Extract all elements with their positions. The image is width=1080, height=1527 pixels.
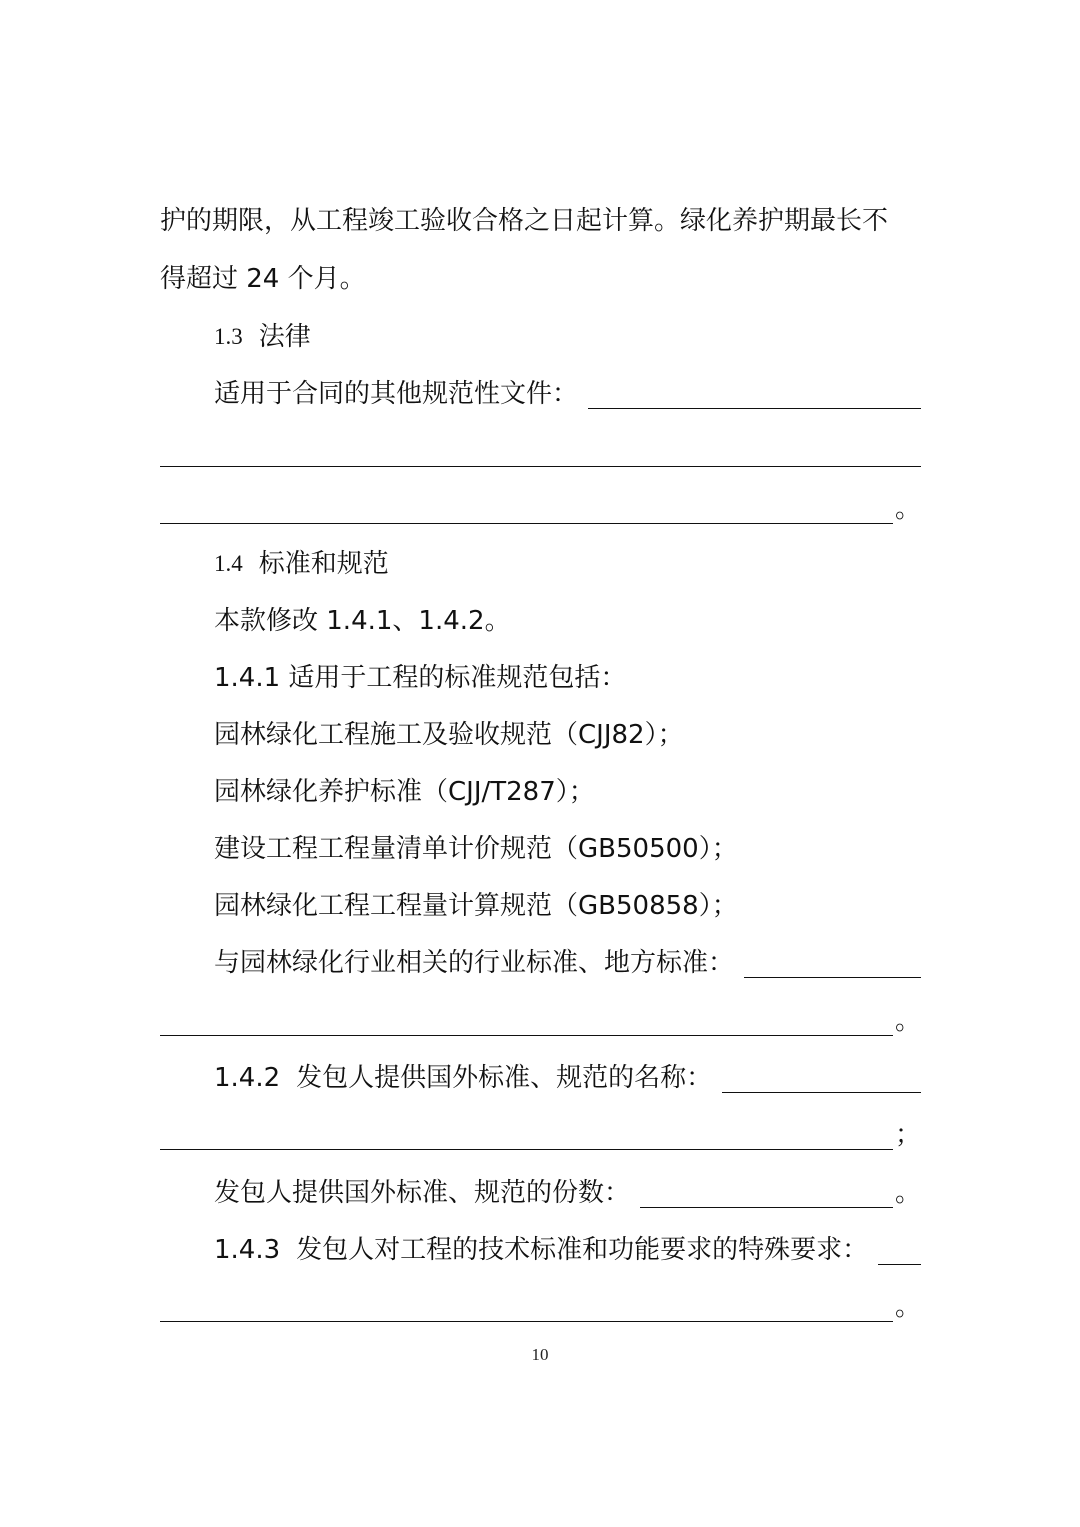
- section-title: 标准和规范: [258, 549, 389, 579]
- fill-in-blank[interactable]: [744, 941, 921, 978]
- standard-item: 建设工程工程量清单计价规范（GB50500）；: [214, 834, 738, 864]
- fill-in-blank[interactable]: [160, 999, 893, 1036]
- field-label: 发包人对工程的技术标准和功能要求的特殊要求：: [296, 1235, 869, 1265]
- fill-in-blank[interactable]: [722, 1056, 921, 1093]
- standard-item: 园林绿化工程工程量计算规范（GB50858）；: [214, 891, 738, 921]
- standard-item: 园林绿化工程施工及验收规范（CJJ82）；: [214, 720, 684, 750]
- section-number: 1.3: [214, 324, 243, 349]
- field-label: 发包人提供国外标准、规范的名称：: [296, 1063, 713, 1093]
- end-punctuation: 。: [894, 1006, 921, 1036]
- clause-number: 1.4.2: [214, 1063, 281, 1093]
- fill-in-blank[interactable]: [160, 430, 921, 467]
- text-line: [214, 1047, 921, 1095]
- text-line: [160, 478, 921, 526]
- fill-in-blank[interactable]: [160, 1113, 893, 1150]
- fill-in-blank[interactable]: [588, 372, 921, 409]
- page-number: 10: [531, 1345, 549, 1364]
- paragraph-text: 得超过 24 个月。: [160, 264, 366, 294]
- field-label: 适用于合同的其他规范性文件：: [214, 379, 579, 409]
- clause-number: 1.4.3: [214, 1235, 281, 1265]
- fill-in-blank[interactable]: [878, 1228, 921, 1265]
- section-number: 1.4: [214, 551, 243, 576]
- field-label: 发包人提供国外标准、规范的份数：: [214, 1178, 631, 1208]
- text-line: [214, 1162, 921, 1210]
- section-heading-1-4: [214, 533, 921, 581]
- section-heading-1-3: [214, 306, 921, 354]
- text-line: [214, 1219, 921, 1267]
- text-line: [160, 421, 921, 469]
- standard-item: 园林绿化养护标准（CJJ/T287）；: [214, 777, 595, 807]
- text-line: [160, 990, 921, 1038]
- fill-in-blank[interactable]: [160, 487, 893, 524]
- end-punctuation: 。: [894, 494, 921, 524]
- text-line: [214, 363, 921, 411]
- text-line: [214, 761, 921, 809]
- section-title: 法律: [258, 322, 311, 352]
- end-punctuation: 。: [894, 1292, 921, 1322]
- text-line: [214, 590, 921, 638]
- text-line: [160, 1104, 921, 1152]
- fill-in-blank[interactable]: [160, 1285, 893, 1322]
- end-punctuation: 。: [894, 1178, 921, 1208]
- paragraph-text: 1.4.1 适用于工程的标准规范包括：: [214, 663, 627, 693]
- end-punctuation: ；: [894, 1120, 921, 1150]
- text-line: [160, 248, 921, 296]
- paragraph-text: 护的期限，从工程竣工验收合格之日起计算。绿化养护期最长不: [160, 206, 889, 236]
- text-line: [160, 190, 921, 238]
- text-line: [214, 704, 921, 752]
- paragraph-text: 本款修改 1.4.1、1.4.2。: [214, 606, 511, 636]
- text-line: [214, 818, 921, 866]
- text-line: [214, 647, 921, 695]
- field-label: 与园林绿化行业相关的行业标准、地方标准：: [214, 948, 735, 978]
- fill-in-blank[interactable]: [640, 1171, 893, 1208]
- text-line: [214, 875, 921, 923]
- text-line: [160, 1276, 921, 1324]
- text-line: [214, 932, 921, 980]
